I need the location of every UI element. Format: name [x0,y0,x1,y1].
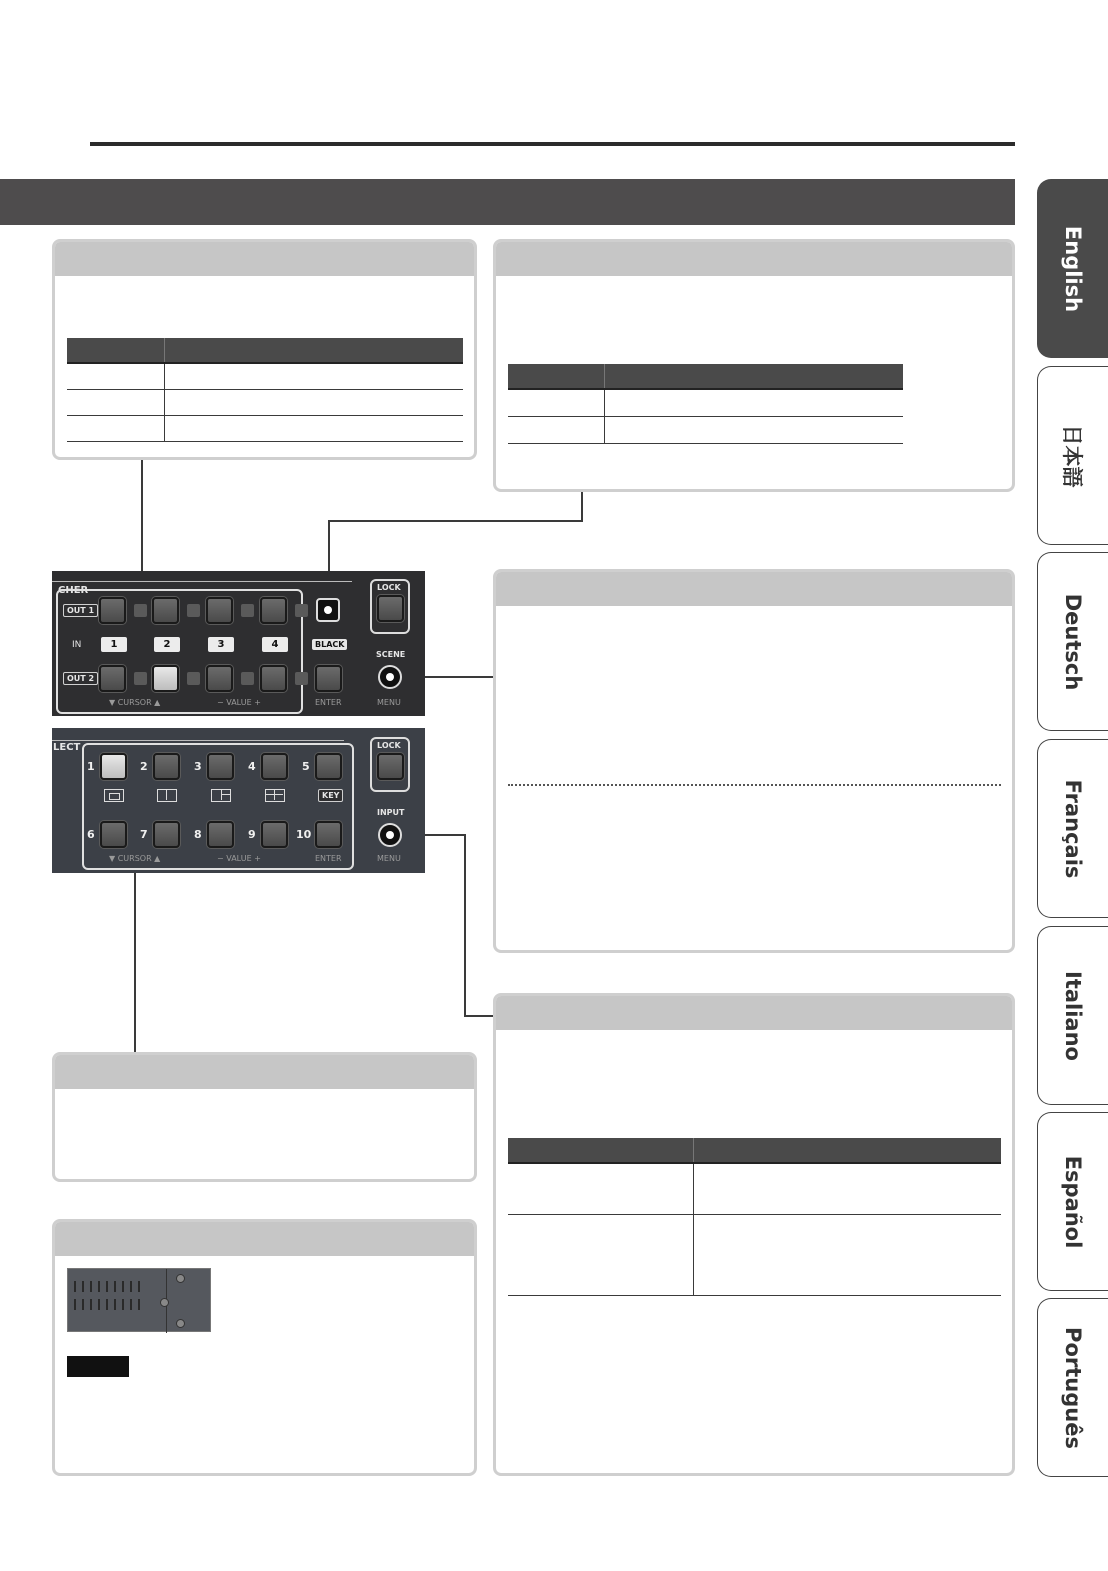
tab-italiano[interactable] [1037,926,1108,1105]
input-chip-2: 2 [154,637,180,652]
black-tag: BLACK [312,639,347,650]
num-2: 2 [140,760,148,773]
panel-header [55,1222,474,1256]
tab-label: Português [1061,1326,1085,1449]
connector-e [134,866,136,1052]
num-10: 10 [296,828,312,841]
tab-label: 日本語 [1060,424,1084,487]
input-chip-4: 4 [262,637,288,652]
num-1: 1 [87,760,95,773]
connector-b-h [328,520,583,522]
num-5: 5 [302,760,310,773]
layout-single-icon [104,789,124,802]
key-tag: KEY [318,789,343,802]
enter-label: ENTER [315,854,342,863]
layout-pip-icon [211,789,231,802]
out1-button-4[interactable] [260,597,287,624]
connector-d-v [464,834,466,1017]
menu-label: MENU [377,854,401,863]
callout-panel-e [52,1052,477,1182]
select-button-2[interactable] [153,753,180,780]
select-button-5[interactable] [315,753,342,780]
switcher-panel-top [52,571,425,716]
tab-francais[interactable] [1037,739,1108,918]
tab-deutsch[interactable] [1037,552,1108,731]
note-badge [67,1356,129,1377]
callout-panel-f [52,1219,477,1476]
menu-label: MENU [377,698,401,707]
num-7: 7 [140,828,148,841]
out1-tag: OUT 1 [63,604,98,617]
num-3: 3 [194,760,202,773]
section-banner [0,179,1015,225]
cut-label: CHER [58,585,89,596]
lock-button[interactable] [377,595,404,622]
out2-button-2[interactable] [152,665,179,692]
input-label: INPUT [377,808,405,817]
vent-panel-image [67,1268,211,1332]
select-button-1[interactable] [100,753,127,780]
panel-header [55,242,474,276]
panel-header [55,1055,474,1089]
cut-label: LECT [53,742,81,753]
tab-portugues[interactable] [1037,1298,1108,1477]
out1-button-3[interactable] [206,597,233,624]
select-button-3[interactable] [207,753,234,780]
num-8: 8 [194,828,202,841]
out2-tag: OUT 2 [63,672,98,685]
black-button[interactable] [315,665,342,692]
enter-label: ENTER [315,698,342,707]
select-button-8[interactable] [207,821,234,848]
tab-japanese[interactable] [1037,366,1108,545]
input-chip-3: 3 [208,637,234,652]
layout-split-icon [157,789,177,802]
tab-label: Español [1061,1155,1085,1248]
tab-espanol[interactable] [1037,1112,1108,1291]
lock-label: LOCK [377,583,401,592]
table-d [508,1138,1001,1296]
select-button-10[interactable] [315,821,342,848]
out2-button-3[interactable] [206,665,233,692]
input-menu-button[interactable] [378,823,402,847]
select-button-9[interactable] [261,821,288,848]
table-b [508,364,903,444]
num-6: 6 [87,828,95,841]
out1-button-1[interactable] [99,597,126,624]
tab-label: Italiano [1061,970,1085,1061]
tab-label: English [1061,225,1085,312]
lock-button[interactable] [377,753,404,780]
tab-english[interactable] [1037,179,1108,358]
dotted-divider [508,784,1001,786]
cursor-label: ▼ CURSOR ▲ [109,854,161,863]
num-4: 4 [248,760,256,773]
tab-label: Français [1061,779,1085,878]
select-button-7[interactable] [153,821,180,848]
cursor-label: ▼ CURSOR ▲ [109,698,161,707]
input-chip-1: 1 [101,637,127,652]
scene-label: SCENE [376,650,406,659]
panel-header [496,996,1012,1030]
in-label: IN [72,640,82,650]
switcher-panel-bottom [52,728,425,873]
scene-menu-button[interactable] [378,665,402,689]
out1-button-2[interactable] [152,597,179,624]
lock-label: LOCK [377,741,401,750]
out2-button-4[interactable] [260,665,287,692]
panel-header [496,572,1012,606]
value-label: − VALUE + [217,854,261,863]
scene-adjacent-button[interactable] [316,598,340,622]
out2-button-1[interactable] [99,665,126,692]
tab-label: Deutsch [1061,593,1085,690]
select-button-4[interactable] [261,753,288,780]
num-9: 9 [248,828,256,841]
panel-header [496,242,1012,276]
table-a [67,338,463,442]
connector-d-h2 [464,1015,493,1017]
callout-panel-c [493,569,1015,953]
value-label: − VALUE + [217,698,261,707]
connector-b-v1 [581,492,583,522]
layout-quad-icon [265,789,285,802]
select-button-6[interactable] [100,821,127,848]
header-rule [90,142,1015,146]
